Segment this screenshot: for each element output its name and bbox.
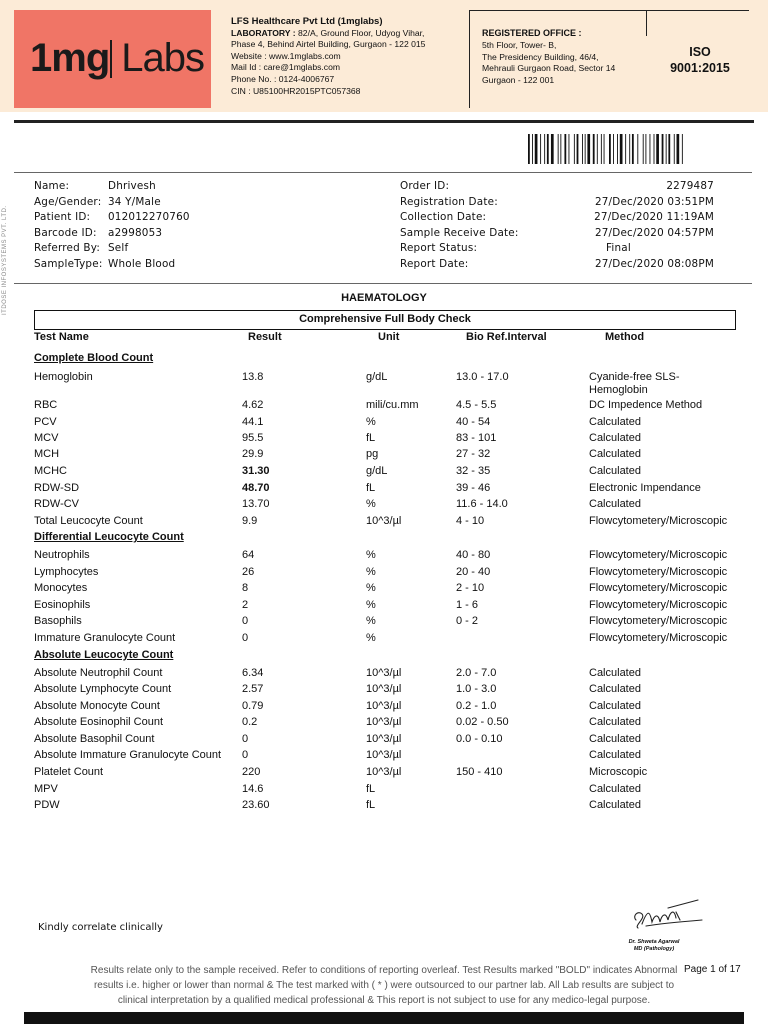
reference-range: 83 - 101	[456, 432, 497, 444]
disclaimer-line: results i.e. higher or lower than normal & The test marked with ( * ) were outsourced to our partner lab. All Lab results are subject to	[93, 980, 675, 991]
barcode-bar	[569, 134, 570, 164]
patient-field-label: Patient ID:	[34, 211, 91, 224]
unit: %	[366, 599, 376, 611]
patient-field-label: Barcode ID:	[34, 226, 97, 239]
patient-field-label: Age/Gender:	[34, 195, 102, 208]
test-name: Absolute Monocyte Count	[34, 700, 160, 712]
unit: 10^3/µl	[366, 683, 402, 695]
reference-range: 32 - 35	[456, 465, 491, 477]
barcode-bar	[632, 134, 634, 164]
cin: CIN : U85100HR2015PTC057368	[231, 85, 361, 96]
barcode-bar	[547, 134, 549, 164]
website: Website : www.1mglabs.com	[231, 50, 341, 61]
method: Calculated	[589, 700, 641, 712]
logo-word: Labs	[121, 36, 204, 80]
unit: 10^3/µl	[366, 749, 402, 761]
test-name: Absolute Neutrophil Count	[34, 667, 163, 679]
method: Calculated	[589, 498, 641, 510]
barcode-bar	[645, 134, 646, 164]
barcode-bar	[577, 134, 579, 164]
bottom-bar	[24, 1012, 744, 1024]
patient-field-value: 27/Dec/2020 11:19AM	[594, 211, 714, 224]
barcode-bar	[656, 134, 659, 164]
patient-field-value: Whole Blood	[108, 258, 176, 270]
column-header-range: Bio Ref.Interval	[466, 331, 547, 343]
reference-range: 40 - 54	[456, 416, 491, 428]
result-value: 0.79	[242, 700, 264, 712]
test-name: PCV	[34, 416, 57, 428]
method: Flowcytometery/Microscopic	[589, 615, 728, 627]
side-watermark: ITDOSE INFOSYSTEMS PVT. LTD.	[2, 205, 8, 315]
result-value: 0	[242, 749, 249, 761]
unit: mili/cu.mm	[366, 399, 419, 411]
result-value: 26	[242, 566, 255, 578]
barcode-bar	[662, 134, 664, 164]
method: Flowcytometery/Microscopic	[589, 599, 728, 611]
group-heading-label: Complete Blood Count	[34, 352, 154, 364]
logo-mark: 1mg	[30, 36, 110, 80]
test-name: Absolute Lymphocyte Count	[34, 683, 172, 695]
test-name: RDW-CV	[34, 498, 80, 510]
result-value: 4.62	[242, 399, 264, 411]
test-name: Basophils	[34, 615, 82, 627]
method: Calculated	[589, 716, 641, 728]
barcode-bar	[604, 134, 605, 164]
header-divider	[469, 10, 470, 108]
barcode-bar	[613, 134, 614, 164]
logo-separator	[110, 40, 112, 78]
barcode-bar	[609, 134, 611, 164]
method: Flowcytometery/Microscopic	[589, 566, 728, 578]
barcode-bar	[593, 134, 595, 164]
result-value: 13.8	[242, 371, 264, 383]
result-value: 29.9	[242, 448, 264, 460]
reference-range: 1.0 - 3.0	[456, 683, 497, 695]
barcode-image	[528, 134, 736, 164]
group-heading-label: Differential Leucocyte Count	[34, 531, 184, 543]
unit: g/dL	[366, 465, 388, 477]
barcode-bar	[540, 134, 541, 164]
unit: fL	[366, 432, 376, 444]
signer	[604, 939, 704, 953]
barcode-bar	[551, 134, 554, 164]
reference-range: 1 - 6	[456, 599, 479, 611]
test-name: Platelet Count	[34, 766, 104, 778]
result-value: 220	[242, 766, 261, 778]
unit: 10^3/µl	[366, 766, 402, 778]
patient-field-value: 27/Dec/2020 04:57PM	[594, 226, 714, 239]
method: Flowcytometery/Microscopic	[589, 515, 728, 527]
patient-field-value: 27/Dec/2020 03:51PM	[594, 195, 714, 208]
unit: fL	[366, 799, 376, 811]
reference-range: 150 - 410	[456, 766, 503, 778]
result-value: 14.6	[242, 783, 264, 795]
unit: %	[366, 416, 376, 428]
reference-range: 4 - 10	[456, 515, 485, 527]
page-number: Page 1 of 17	[684, 964, 741, 975]
method: Calculated	[589, 733, 641, 745]
section-title: HAEMATOLOGY	[341, 292, 427, 304]
barcode-bar	[544, 134, 545, 164]
method: Calculated	[589, 783, 641, 795]
result-value: 2	[242, 599, 249, 611]
result-value: 44.1	[242, 416, 264, 428]
iso-line-1: ISO	[689, 45, 711, 59]
reference-range: 40 - 80	[456, 549, 491, 561]
unit: 10^3/µl	[366, 667, 402, 679]
test-name: RDW-SD	[34, 482, 80, 494]
reference-range: 2.0 - 7.0	[456, 667, 497, 679]
lab-address-1	[231, 28, 425, 40]
patient-field-label: SampleType:	[34, 258, 103, 270]
column-header-unit: Unit	[378, 331, 400, 343]
header-divider	[469, 10, 749, 11]
patient-field-label: Referred By:	[34, 242, 101, 255]
patient-field-value: a2998053	[108, 226, 163, 239]
registered-office	[482, 28, 615, 87]
patient-field-label: Order ID:	[400, 180, 450, 192]
patient-field-label: Collection Date:	[400, 211, 487, 224]
reference-range: 11.6 - 14.0	[456, 498, 508, 510]
result-value: 0	[242, 733, 249, 745]
column-header-method: Method	[605, 331, 645, 343]
barcode-bar	[597, 134, 598, 164]
method: Calculated	[589, 465, 641, 477]
barcode-bar	[682, 134, 683, 164]
barcode-bar	[574, 134, 575, 164]
signer-title: MD (Pathology)	[633, 946, 675, 952]
disclaimer-line: Results relate only to the sample received. Refer to conditions of reporting overleaf. Test Results marked "BOLD" indicates Abnormal	[90, 965, 678, 976]
method: Calculated	[589, 799, 641, 811]
method: Calculated	[589, 667, 641, 679]
signature-image	[628, 898, 704, 934]
panel-title: Comprehensive Full Body Check	[34, 310, 736, 330]
patient-field-label: Sample Receive Date:	[400, 226, 519, 239]
result-value: 2.57	[242, 683, 264, 695]
test-name: Immature Granulocyte Count	[34, 632, 176, 644]
test-name: MCH	[34, 448, 60, 460]
barcode-bar	[560, 134, 561, 164]
unit: g/dL	[366, 371, 388, 383]
company-info	[231, 16, 425, 97]
result-value: 48.70	[242, 482, 270, 494]
barcode-bar	[532, 134, 533, 164]
header-divider	[646, 10, 647, 36]
reference-range: 39 - 46	[456, 482, 491, 494]
result-value: 13.70	[242, 498, 270, 510]
test-name: Lymphocytes	[34, 566, 99, 578]
group-heading-label: Absolute Leucocyte Count	[34, 649, 174, 661]
method: Electronic Impendance	[589, 482, 701, 494]
office-title: REGISTERED OFFICE :	[482, 28, 582, 38]
patient-field-value: Self	[108, 242, 129, 255]
signer-name: Dr. Shweta Agarwal	[628, 939, 680, 945]
patient-field-label: Report Date:	[400, 258, 469, 270]
method: Microscopic	[589, 766, 648, 778]
barcode-bar	[677, 134, 680, 164]
office-line: The Presidency Building, 46/4,	[482, 51, 599, 62]
phone: Phone No. : 0124-4006767	[231, 73, 335, 84]
test-name: Absolute Immature Granulocyte Count	[34, 749, 222, 761]
barcode-bar	[528, 134, 530, 164]
result-value: 23.60	[242, 799, 270, 811]
test-name: MCV	[34, 432, 59, 444]
patient-field-label: Registration Date:	[400, 195, 498, 208]
patient-field-value: 27/Dec/2020 08:08PM	[594, 258, 714, 270]
mail: Mail Id : care@1mglabs.com	[231, 62, 341, 73]
unit: %	[366, 498, 376, 510]
lab-address-2: Phase 4, Behind Airtel Building, Gurgaon - 122 015	[231, 39, 426, 50]
result-value: 0	[242, 615, 249, 627]
patient-field-value: 012012270760	[108, 211, 190, 224]
reference-range: 13.0 - 17.0	[456, 371, 509, 383]
lab-address-text: 82/A, Ground Floor, Udyog Vihar,	[295, 27, 425, 38]
method: Calculated	[589, 432, 641, 444]
unit: 10^3/µl	[366, 515, 402, 527]
barcode-bar	[650, 134, 651, 164]
method: Calculated	[589, 683, 641, 695]
reference-range: 0.2 - 1.0	[456, 700, 497, 712]
unit: pg	[366, 448, 379, 460]
method: Calculated	[589, 448, 641, 460]
unit: %	[366, 549, 376, 561]
test-name: Hemoglobin	[34, 371, 93, 383]
reference-range: 0.02 - 0.50	[456, 716, 509, 728]
unit: %	[366, 615, 376, 627]
patient-field-value: Final	[606, 242, 631, 255]
unit: %	[366, 582, 376, 594]
reference-range: 2 - 10	[456, 582, 485, 594]
barcode-bar	[587, 134, 590, 164]
reference-range: 27 - 32	[456, 448, 491, 460]
lab-label: LABORATORY :	[231, 27, 296, 38]
office-line: Gurgaon - 122 001	[482, 75, 555, 86]
test-name: RBC	[34, 399, 58, 411]
reference-range: 0 - 2	[456, 615, 479, 627]
barcode-bar	[564, 134, 566, 164]
reference-range: 0.0 - 0.10	[456, 733, 503, 745]
test-name: PDW	[34, 799, 60, 811]
test-name: Absolute Basophil Count	[34, 733, 155, 745]
iso-certification	[660, 44, 740, 76]
barcode-bar	[582, 134, 583, 164]
method: Flowcytometery/Microscopic	[589, 632, 728, 644]
test-name: Eosinophils	[34, 599, 91, 611]
method: Calculated	[589, 416, 641, 428]
test-name: MPV	[34, 783, 58, 795]
test-name: Total Leucocyte Count	[34, 515, 143, 527]
reference-range: 4.5 - 5.5	[456, 399, 497, 411]
barcode-bar	[666, 134, 667, 164]
header-rule	[14, 120, 754, 123]
result-value: 0.2	[242, 716, 258, 728]
barcode-bar	[585, 134, 586, 164]
correlate-note: Kindly correlate clinically	[38, 922, 163, 933]
barcode-bar	[558, 134, 559, 164]
barcode-bar	[654, 134, 655, 164]
barcode-bar	[625, 134, 626, 164]
barcode-bar	[617, 134, 618, 164]
patient-field-value: 2279487	[666, 180, 714, 192]
patient-field-label: Report Status:	[400, 242, 478, 255]
result-value: 95.5	[242, 432, 264, 444]
method: Calculated	[589, 749, 641, 761]
method: DC Impedence Method	[589, 399, 703, 411]
method: Cyanide-free SLS-	[589, 371, 680, 383]
test-name: Neutrophils	[34, 549, 90, 561]
barcode-bar	[629, 134, 630, 164]
result-value: 64	[242, 549, 255, 561]
column-header-result: Result	[248, 331, 282, 343]
unit: 10^3/µl	[366, 700, 402, 712]
company-name: LFS Healthcare Pvt Ltd (1mglabs)	[231, 16, 383, 27]
unit: 10^3/µl	[366, 716, 402, 728]
method-continued: Hemoglobin	[589, 384, 648, 396]
barcode-bar	[668, 134, 670, 164]
unit: fL	[366, 482, 376, 494]
iso-line-2: 9001:2015	[670, 61, 730, 75]
test-name: Monocytes	[34, 582, 88, 594]
unit: %	[366, 566, 376, 578]
barcode-bar	[674, 134, 675, 164]
barcode-bar	[643, 134, 644, 164]
method: Flowcytometery/Microscopic	[589, 549, 728, 561]
column-header-test-name: Test Name	[34, 331, 89, 343]
result-value: 6.34	[242, 667, 264, 679]
unit: fL	[366, 783, 376, 795]
method: Flowcytometery/Microscopic	[589, 582, 728, 594]
result-value: 9.9	[242, 515, 258, 527]
result-value: 0	[242, 632, 249, 644]
office-line: Mehrauli Gurgaon Road, Sector 14	[482, 63, 616, 74]
patient-field-value: 34 Y/Male	[108, 195, 161, 208]
unit: %	[366, 632, 376, 644]
barcode-bar	[601, 134, 602, 164]
barcode-bar	[535, 134, 538, 164]
barcode-bar	[620, 134, 623, 164]
unit: 10^3/µl	[366, 733, 402, 745]
result-value: 31.30	[242, 465, 270, 477]
disclaimer	[40, 963, 728, 1008]
test-name: MCHC	[34, 465, 67, 477]
result-value: 8	[242, 582, 249, 594]
patient-field-value: Dhrivesh	[108, 180, 156, 192]
patient-field-label: Name:	[34, 180, 70, 192]
disclaimer-line: clinical interpretation by a qualified medical professional & This report is not subject to use for any medico-legal purpose.	[117, 995, 651, 1006]
reference-range: 20 - 40	[456, 566, 491, 578]
logo	[30, 36, 204, 81]
office-line: 5th Floor, Tower- B,	[482, 39, 557, 50]
test-name: Absolute Eosinophil Count	[34, 716, 164, 728]
barcode-bar	[637, 134, 638, 164]
